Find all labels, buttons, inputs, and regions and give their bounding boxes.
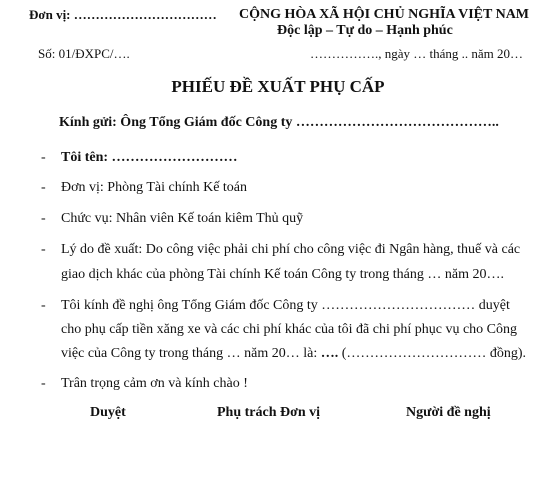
reason-line-1: Lý do đề xuất: Do công việc phải chi phí cho công việc đi Ngân hàng, thuế và các	[61, 242, 521, 257]
bullet-marker: -	[41, 211, 46, 226]
recipient-line: Kính gửi: Ông Tổng Giám đốc Công ty ……………………………………..	[59, 115, 499, 130]
unit-line: Đơn vị: ……………………………	[29, 7, 217, 22]
signature-unit-head: Phụ trách Đơn vị	[217, 405, 321, 420]
amount-placeholder: ….	[320, 346, 339, 361]
document-number: Số: 01/ĐXPC/….	[38, 46, 130, 61]
signature-requester: Người đề nghị	[406, 405, 491, 420]
name-text: Tôi tên: ………………………	[61, 150, 238, 165]
document-title: PHIẾU ĐỀ XUẤT PHỤ CẤP	[171, 77, 385, 96]
bullet-marker: -	[41, 242, 46, 257]
bullet-marker: -	[41, 180, 46, 195]
request-line-2: cho phụ cấp tiền xăng xe và các chi phí khác của tôi đã chi phí phục vụ cho Công	[61, 322, 518, 337]
name-field	[61, 150, 238, 166]
date-line: ……………., ngày … tháng .. năm 20…	[310, 46, 524, 61]
request-line-3	[61, 346, 526, 362]
request-line-3-text: việc của Công ty trong tháng … năm 20… là:	[61, 346, 321, 361]
amount-in-words: (………………………… đồng).	[338, 346, 527, 361]
bullet-marker: -	[41, 298, 46, 313]
country-name: CỘNG HÒA XÃ HỘI CHỦ NGHĨA VIỆT NAM	[239, 7, 530, 22]
unit-field: Đơn vị: Phòng Tài chính Kế toán	[61, 180, 248, 195]
bullet-marker: -	[41, 376, 46, 391]
closing-line: Trân trọng cảm ơn và kính chào !	[61, 376, 248, 391]
bullet-marker: -	[41, 150, 46, 165]
reason-line-2: giao dịch khác của phòng Tài chính Kế toán Công ty trong tháng … năm 20….	[61, 267, 504, 282]
national-motto: Độc lập – Tự do – Hạnh phúc	[277, 23, 453, 38]
request-line-1: Tôi kính đề nghị ông Tổng Giám đốc Công ty …………………………… duyệt	[61, 298, 510, 313]
signature-approved: Duyệt	[90, 405, 126, 420]
position-field: Chức vụ: Nhân viên Kế toán kiêm Thủ quỹ	[61, 211, 304, 226]
